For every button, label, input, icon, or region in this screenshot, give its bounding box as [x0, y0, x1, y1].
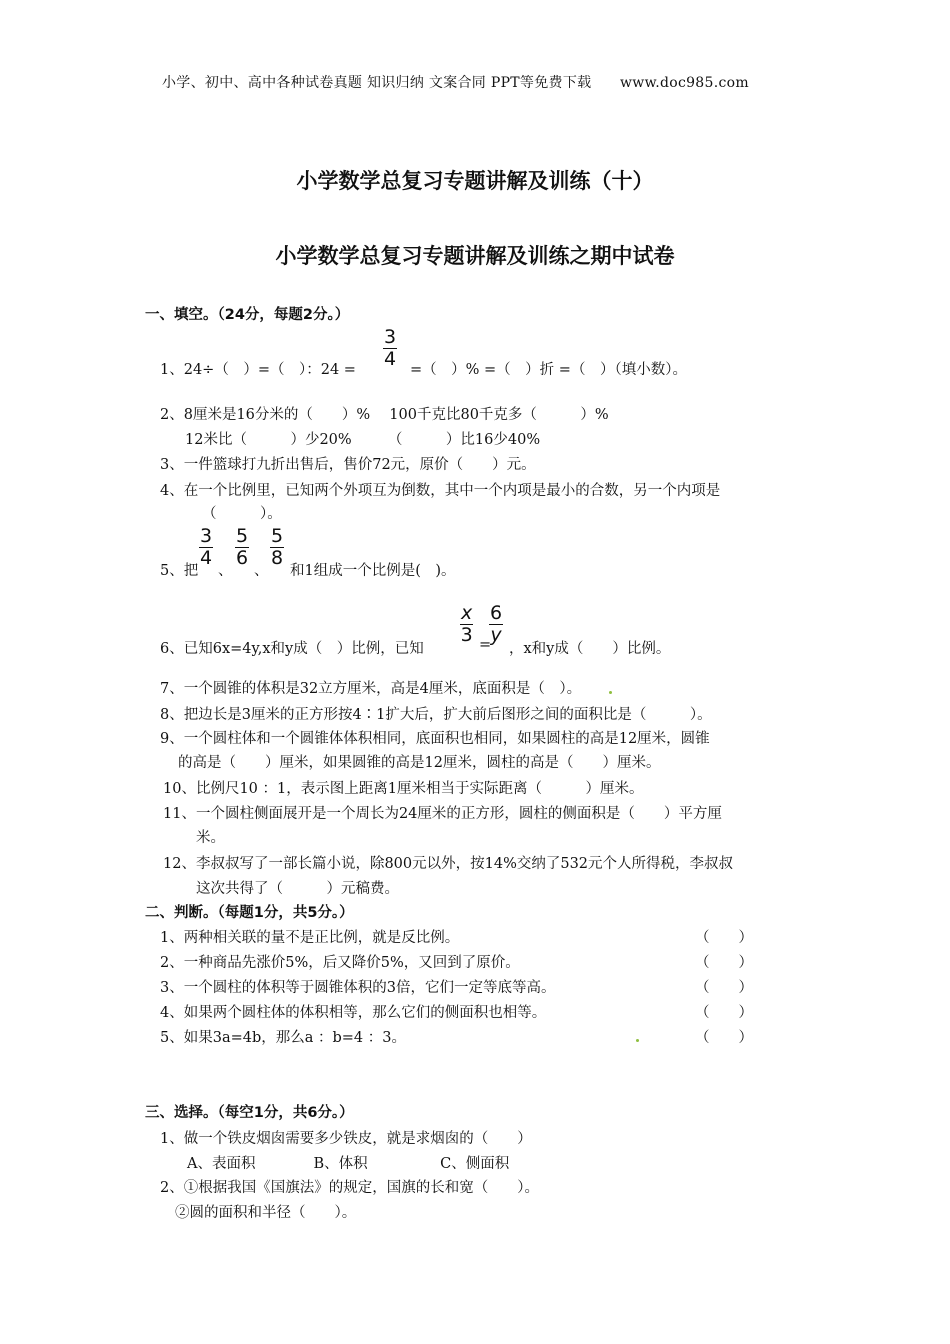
question-10: 10、比例尺10 ：1，表示图上距离1厘米相当于实际距离（ ）厘米。	[163, 781, 644, 797]
fraction-numerator: 3	[200, 525, 213, 547]
separator: 、	[254, 563, 269, 579]
answer-parentheses[interactable]: （ ）	[695, 930, 753, 946]
question-7: 7、一个圆锥的体积是32立方厘米，高是4厘米，底面积是（ ）。	[160, 681, 582, 697]
question-12-line-2: 这次共得了（ ）元稿费。	[196, 881, 399, 897]
section-choice-heading: 三、选择。（每空1分，共6分。）	[145, 1105, 354, 1121]
question-5-prefix: 5、把	[160, 563, 199, 579]
question-12-line-1: 12、李叔叔写了一部长篇小说，除800元以外，按14%交纳了532元个人所得税，李叔叔	[163, 856, 734, 872]
section-true-false-heading: 二、判断。（每题1分，共5分。）	[145, 905, 354, 921]
question-6-prefix: 6、已知6x=4y,x和y成（ ）比例，已知	[160, 641, 424, 657]
page-header: 小学、初中、高中各种试卷真题 知识归纳 文案合同 PPT等免费下载 www.doc985.com	[162, 75, 749, 91]
fraction-3-4-b	[199, 526, 213, 569]
question-11-line-2: 米。	[196, 830, 225, 846]
question-2-line-2: 12米比（ ）少20% （ ）比16少40%	[185, 432, 541, 448]
fraction-denominator: 3	[460, 624, 473, 646]
fraction-numerator: 5	[271, 525, 284, 547]
answer-parentheses[interactable]: （ ）	[695, 955, 753, 971]
fraction-numerator: x	[461, 602, 473, 624]
question-1-prefix: 1、24÷（ ）=（ ）：24 =	[160, 362, 356, 378]
question-8: 8、把边长是3厘米的正方形按4∶1扩大后，扩大前后图形之间的面积比是（ ）。	[160, 707, 712, 723]
judge-item-1: 1、两种相关联的量不是正比例，就是反比例。	[160, 930, 460, 946]
question-11-line-1: 11、一个圆柱侧面展开是一个周长为24厘米的正方形，圆柱的侧面积是（ ）平方厘	[163, 806, 722, 822]
fraction-5-6	[235, 526, 249, 569]
fraction-numerator: 5	[236, 525, 249, 547]
judge-item-3: 3、一个圆柱的体积等于圆锥体积的3倍，它们一定等底等高。	[160, 980, 556, 996]
equals-sign: =	[479, 637, 492, 653]
fraction-5-8	[270, 526, 284, 569]
choice-question-2-line-1: 2、①根据我国《国旗法》的规定，国旗的长和宽（ ）。	[160, 1180, 539, 1196]
document-subtitle: 小学数学总复习专题讲解及训练之期中试卷	[275, 244, 675, 268]
fraction-6-y	[489, 603, 503, 646]
question-5-suffix: 和1组成一个比例是( )。	[290, 563, 456, 579]
question-3: 3、一件篮球打九折出售后，售价72元，原价（ ）元。	[160, 457, 536, 473]
choice-question-2-line-2: ②圆的面积和半径（ ）。	[175, 1205, 357, 1221]
fraction-denominator: y	[490, 624, 502, 646]
fraction-denominator: 4	[384, 348, 397, 370]
stray-mark	[636, 1039, 639, 1042]
question-2-line-1: 2、8厘米是16分米的（ ）% 100千克比80千克多（ ）%	[160, 407, 609, 423]
separator: 、	[218, 563, 233, 579]
fraction-denominator: 8	[271, 547, 284, 569]
question-6-suffix: ，x和y成（ ）比例。	[509, 641, 671, 657]
document-title: 小学数学总复习专题讲解及训练（十）	[296, 169, 654, 193]
fraction-x-3	[460, 603, 473, 646]
answer-parentheses[interactable]: （ ）	[695, 1030, 753, 1046]
answer-parentheses[interactable]: （ ）	[695, 1005, 753, 1021]
fraction-numerator: 3	[384, 326, 397, 348]
section-fill-blank-heading: 一、填空。（24分，每题2分。）	[145, 307, 350, 323]
fraction-numerator: 6	[490, 602, 503, 624]
fraction-3-4	[383, 327, 397, 370]
choice-question-1: 1、做一个铁皮烟囱需要多少铁皮，就是求烟囱的（ ）	[160, 1131, 532, 1147]
fraction-denominator: 6	[236, 547, 249, 569]
judge-item-4: 4、如果两个圆柱体的体积相等，那么它们的侧面积也相等。	[160, 1005, 547, 1021]
question-9-line-2: 的高是（ ）厘米，如果圆锥的高是12厘米，圆柱的高是（ ）厘米。	[178, 755, 661, 771]
question-9-line-1: 9、一个圆柱体和一个圆锥体体积相同，底面积也相同，如果圆柱的高是12厘米，圆锥	[160, 731, 710, 747]
question-1-suffix: =（ ）% =（ ）折 =（ ）（填小数）。	[410, 362, 687, 378]
fraction-denominator: 4	[200, 547, 213, 569]
judge-item-5: 5、如果3a=4b，那么a ：b=4 ：3。	[160, 1030, 406, 1046]
judge-item-2: 2、一种商品先涨价5%，后又降价5%，又回到了原价。	[160, 955, 520, 971]
stray-mark	[609, 691, 612, 694]
question-4-line-2: （ ）。	[202, 506, 282, 522]
question-4-line-1: 4、在一个比例里，已知两个外项互为倒数，其中一个内项是最小的合数，另一个内项是	[160, 483, 721, 499]
answer-parentheses[interactable]: （ ）	[695, 980, 753, 996]
choice-question-1-options: A、表面积 B、体积 C、侧面积	[187, 1156, 510, 1172]
